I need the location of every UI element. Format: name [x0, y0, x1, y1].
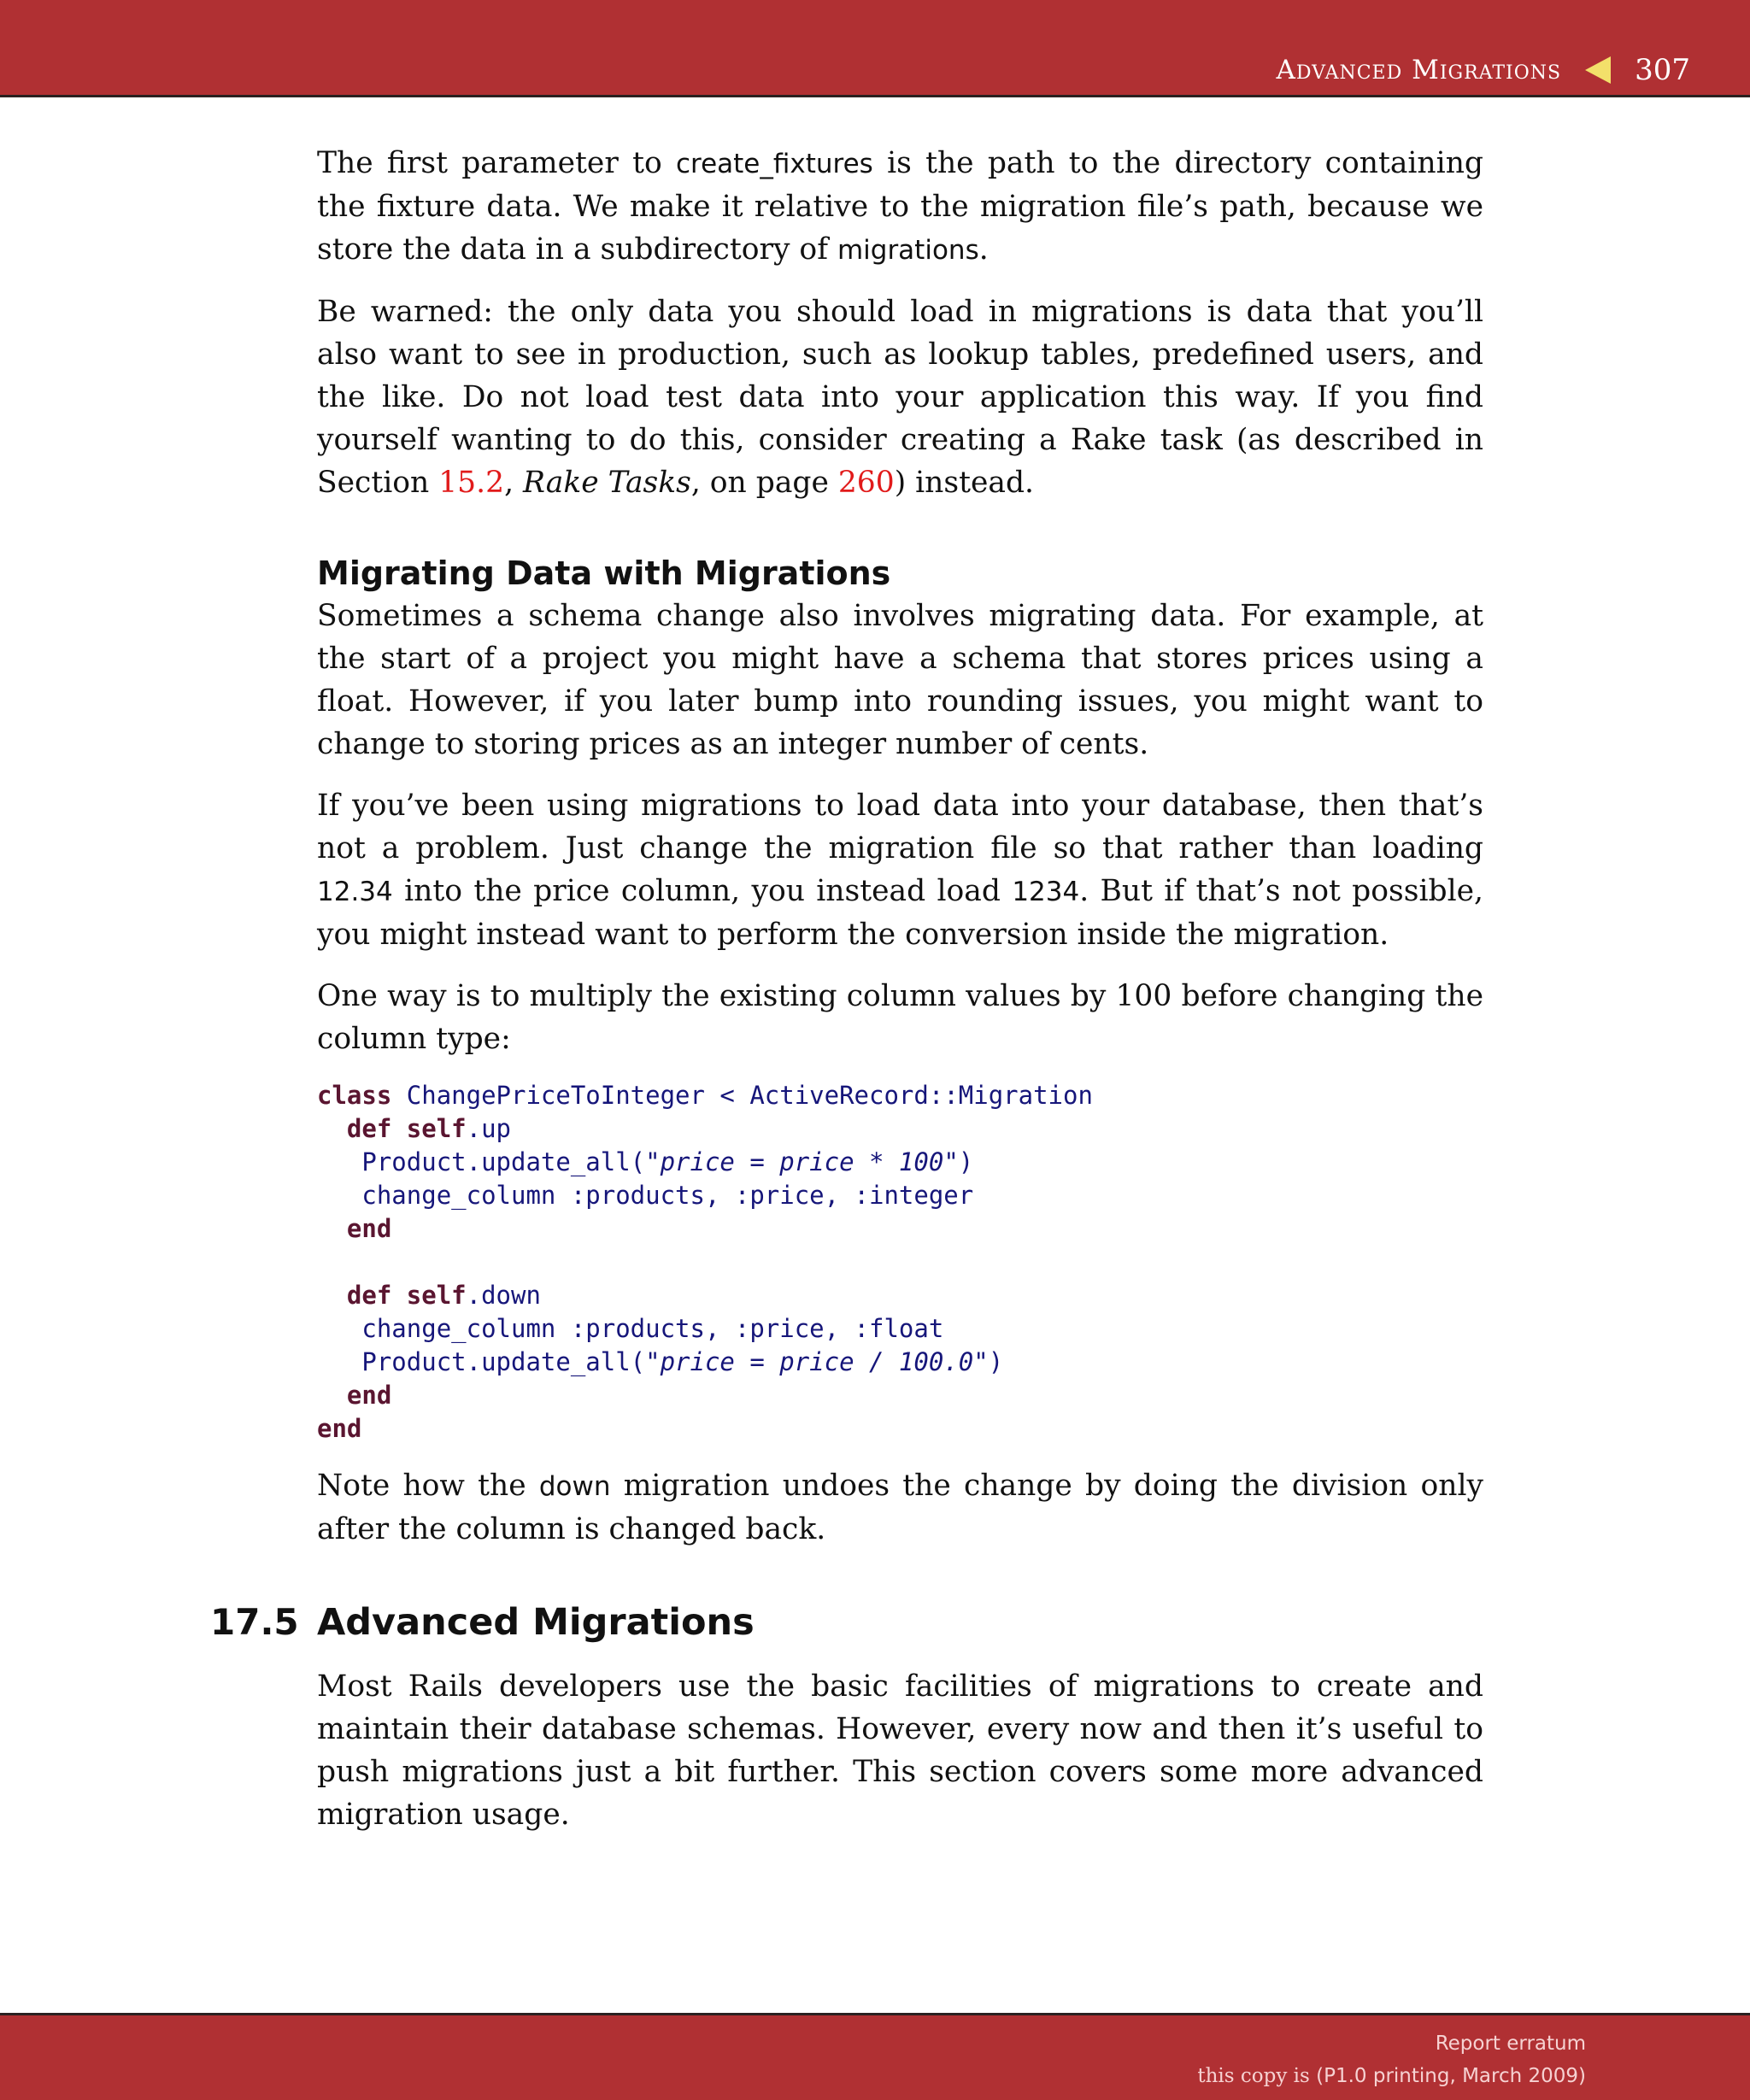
- paragraph-advanced-intro: Most Rails developers use the basic facilities of migrations to create and maintain their database schemas. However, every now and then it’s useful to push migrations just a bit further. This section covers some more advanced migration usage.: [317, 1669, 1483, 1832]
- paragraph-multiply: One way is to multiply the existing column values by 100 before changing the column type:: [317, 979, 1483, 1056]
- code-text: ChangePriceToInteger < ActiveRecord::Migration: [391, 1081, 1093, 1110]
- subheading-migrating-data: Migrating Data with Migrations: [317, 554, 891, 592]
- section-title-ref: Rake Tasks: [523, 466, 691, 500]
- text-run: ) instead.: [894, 466, 1035, 500]
- report-erratum-link[interactable]: Report erratum: [1435, 2033, 1586, 2055]
- inline-value-12-34: 12.34: [317, 877, 393, 907]
- running-title: Advanced Migrations: [1276, 55, 1562, 85]
- code-text: change_column :products, :price, :float: [361, 1314, 944, 1343]
- inline-code-down: down: [538, 1471, 611, 1502]
- printing-info: (P1.0 printing, March 2009): [1316, 2065, 1586, 2087]
- paragraph-warning: [317, 290, 1483, 504]
- section-heading: [210, 1598, 1483, 1646]
- code-text: change_column :products, :price, :integer: [361, 1181, 974, 1210]
- text-run: The first parameter to: [317, 146, 676, 180]
- text-run: ,: [504, 466, 523, 500]
- code-keyword: self: [406, 1114, 467, 1143]
- code-text: Product.update_all(: [361, 1347, 646, 1376]
- code-text: .down: [466, 1281, 541, 1310]
- code-keyword: end: [346, 1214, 392, 1243]
- text-run: If you’ve been using migrations to load data into your database, then that’s not a problem. Just change the migration file so that rather than loading: [317, 789, 1483, 865]
- paragraph-schema-change: Sometimes a schema change also involves migrating data. For example, at the start of a project you might have a schema that stores prices using a float. However, if you later bump into rounding issues, you might want to change to storing prices as an integer number of cents.: [317, 599, 1483, 761]
- code-string: "price = price / 100.0": [645, 1347, 989, 1376]
- paragraph-load-data: [317, 784, 1483, 956]
- section-number: 17.5: [210, 1601, 299, 1643]
- header-bar: [0, 0, 1750, 97]
- text-run: , on page: [690, 466, 838, 500]
- code-keyword: end: [346, 1381, 392, 1410]
- inline-value-1234: 1234: [1012, 877, 1080, 907]
- code-text: ): [988, 1347, 1004, 1376]
- inline-code-create-fixtures: create_fixtures: [675, 149, 873, 179]
- text-run: . But if that’s not possible, you might instead want to perform the conversion inside the migration.: [317, 874, 1483, 952]
- code-keyword: class: [317, 1081, 392, 1110]
- page-content: [210, 142, 1483, 1855]
- paragraph-fixtures-path: [317, 142, 1483, 272]
- inline-code-migrations: migrations: [837, 235, 979, 266]
- text-run: .: [978, 232, 989, 267]
- code-text: ): [958, 1147, 974, 1176]
- text-run: migration undoes the change by doing the division only after the column is changed back.: [317, 1469, 1483, 1546]
- page-number: 307: [1635, 53, 1690, 87]
- code-keyword: def: [346, 1114, 392, 1143]
- previous-page-arrow-icon[interactable]: [1585, 56, 1611, 84]
- code-keyword: def: [346, 1281, 392, 1310]
- text-run: is the path to the directory containing the fixture data. We make it relative to the migration file’s path, because we store the data in a subdirectory of: [317, 146, 1483, 267]
- section-ref-link[interactable]: 15.2: [438, 466, 505, 500]
- code-keyword: self: [406, 1281, 467, 1310]
- code-keyword: end: [317, 1414, 362, 1443]
- copy-info: [1197, 2065, 1586, 2087]
- text-run: into the price column, you instead load: [392, 874, 1013, 908]
- copy-info-prefix: this copy is: [1197, 2065, 1317, 2087]
- section-title: Advanced Migrations: [317, 1601, 755, 1644]
- paragraph-down-migration: [317, 1464, 1483, 1551]
- code-string: "price = price * 100": [645, 1147, 959, 1176]
- text-run: Note how the: [317, 1469, 539, 1503]
- page-ref-link[interactable]: 260: [837, 466, 895, 500]
- code-text: .up: [466, 1114, 512, 1143]
- footer-bar: [0, 2013, 1750, 2100]
- code-listing: [317, 1079, 1483, 1446]
- code-text: Product.update_all(: [361, 1147, 646, 1176]
- text-run: Be warned: the only data you should load in migrations is data that you’ll also want to see in production, such as lookup tables, predefined users, and the like. Do not load test data into your application this way. If you find yourself wanting to do this, consider creating a Rake task (as described in Section: [317, 295, 1483, 500]
- running-head: [1277, 53, 1690, 87]
